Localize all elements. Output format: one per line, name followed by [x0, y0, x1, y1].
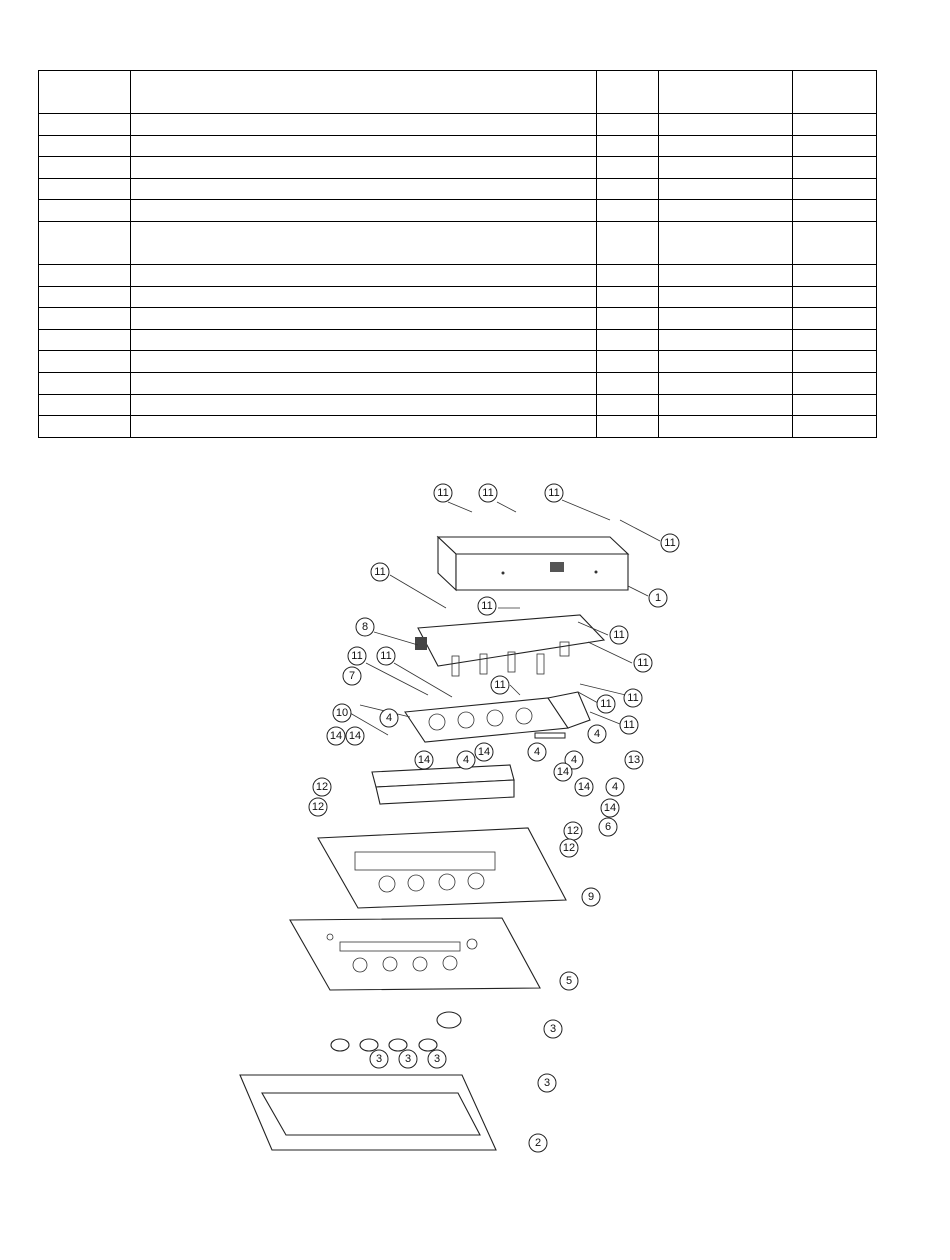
svg-text:8: 8: [361, 621, 369, 633]
callout-14: [346, 727, 364, 745]
svg-text:14: 14: [603, 802, 617, 814]
svg-text:3: 3: [375, 1053, 383, 1065]
svg-text:4: 4: [593, 728, 601, 740]
svg-text:14: 14: [477, 746, 491, 758]
callout-14: [327, 727, 345, 745]
part-top-cover: [438, 537, 628, 590]
svg-text:11: 11: [494, 679, 506, 691]
svg-text:14: 14: [417, 754, 431, 766]
svg-text:12: 12: [311, 801, 325, 813]
svg-text:11: 11: [481, 600, 493, 612]
table-row: [39, 221, 877, 264]
callout-11: [634, 654, 652, 672]
svg-text:11: 11: [623, 719, 635, 731]
callout-11: [491, 676, 509, 694]
svg-text:7: 7: [348, 670, 356, 682]
callout-11: [371, 563, 389, 581]
callout-4: [380, 709, 398, 727]
callout-11: [624, 689, 642, 707]
callout-14: [554, 763, 572, 781]
table-row: [39, 114, 877, 136]
callout-11: [597, 695, 615, 713]
svg-text:11: 11: [380, 650, 392, 662]
callout-12: [309, 798, 327, 816]
callout-11: [610, 626, 628, 644]
svg-text:1: 1: [654, 592, 662, 604]
svg-text:4: 4: [611, 781, 619, 793]
svg-text:12: 12: [562, 842, 576, 854]
svg-text:11: 11: [351, 650, 363, 662]
callout-10: [333, 704, 351, 722]
parts-list-table: [38, 70, 877, 438]
svg-text:12: 12: [566, 825, 580, 837]
table-cell: [659, 71, 793, 114]
svg-text:14: 14: [556, 766, 570, 778]
svg-text:13: 13: [627, 754, 641, 766]
table-row: [39, 178, 877, 200]
callout-11: [545, 484, 563, 502]
table-row: [39, 157, 877, 179]
callout-1: [649, 589, 667, 607]
callout-3: [538, 1074, 556, 1092]
callout-12: [564, 822, 582, 840]
table-row: [39, 329, 877, 351]
callout-14: [575, 778, 593, 796]
table-cell: [597, 71, 659, 114]
table-row: [39, 372, 877, 394]
table-row: [39, 416, 877, 438]
svg-text:3: 3: [404, 1053, 412, 1065]
svg-text:2: 2: [534, 1137, 542, 1149]
table-row: [39, 200, 877, 222]
table-row: [39, 351, 877, 373]
svg-text:14: 14: [348, 730, 362, 742]
svg-text:11: 11: [600, 698, 612, 710]
table-cell: [39, 71, 131, 114]
callout-4: [588, 725, 606, 743]
svg-text:9: 9: [587, 891, 595, 903]
svg-text:11: 11: [627, 692, 639, 704]
callout-3: [370, 1050, 388, 1068]
svg-text:10: 10: [335, 707, 349, 719]
callout-5: [560, 972, 578, 990]
svg-text:3: 3: [549, 1023, 557, 1035]
callout-14: [601, 799, 619, 817]
callout-11: [620, 716, 638, 734]
part-display-bracket: [372, 765, 514, 804]
table-row: [39, 286, 877, 308]
callout-2: [529, 1134, 547, 1152]
part-led-board: [405, 692, 590, 742]
callout-12: [560, 839, 578, 857]
svg-text:11: 11: [437, 487, 449, 499]
callout-13: [625, 751, 643, 769]
callout-7: [343, 667, 361, 685]
callout-3: [428, 1050, 446, 1068]
callout-8: [356, 618, 374, 636]
table-row: [39, 135, 877, 157]
svg-text:4: 4: [533, 746, 541, 758]
callout-4: [528, 743, 546, 761]
table-cell: [793, 71, 877, 114]
table-row: [39, 308, 877, 330]
svg-text:4: 4: [462, 754, 470, 766]
callout-11: [479, 484, 497, 502]
callout-11: [377, 647, 395, 665]
table-cell: [131, 71, 597, 114]
svg-text:5: 5: [565, 975, 573, 987]
table-row: [39, 264, 877, 286]
svg-text:3: 3: [433, 1053, 441, 1065]
callout-11: [478, 597, 496, 615]
svg-text:6: 6: [604, 821, 612, 833]
callout-3: [399, 1050, 417, 1068]
svg-text:4: 4: [385, 712, 393, 724]
callout-6: [599, 818, 617, 836]
svg-text:3: 3: [543, 1077, 551, 1089]
callout-14: [415, 751, 433, 769]
callout-3: [544, 1020, 562, 1038]
callout-12: [313, 778, 331, 796]
part-front-panel: [290, 918, 540, 990]
svg-text:11: 11: [613, 629, 625, 641]
svg-text:11: 11: [482, 487, 494, 499]
callout-11: [661, 534, 679, 552]
table-row: [39, 394, 877, 416]
exploded-assembly-diagram: [0, 460, 950, 1220]
part-front-chassis: [318, 828, 566, 908]
callout-11: [348, 647, 366, 665]
svg-text:11: 11: [374, 566, 386, 578]
callout-4: [606, 778, 624, 796]
callout-9: [582, 888, 600, 906]
svg-text:11: 11: [548, 487, 560, 499]
svg-text:14: 14: [329, 730, 343, 742]
part-knobs: [331, 1012, 461, 1051]
svg-text:12: 12: [315, 781, 329, 793]
svg-text:14: 14: [577, 781, 591, 793]
callout-11: [434, 484, 452, 502]
svg-text:4: 4: [570, 754, 578, 766]
part-upper-board: [415, 615, 604, 676]
svg-text:11: 11: [637, 657, 649, 669]
part-bezel-frame: [240, 1075, 496, 1150]
callout-4: [457, 751, 475, 769]
svg-text:11: 11: [664, 537, 676, 549]
table-header-row: [39, 71, 877, 114]
callout-14: [475, 743, 493, 761]
